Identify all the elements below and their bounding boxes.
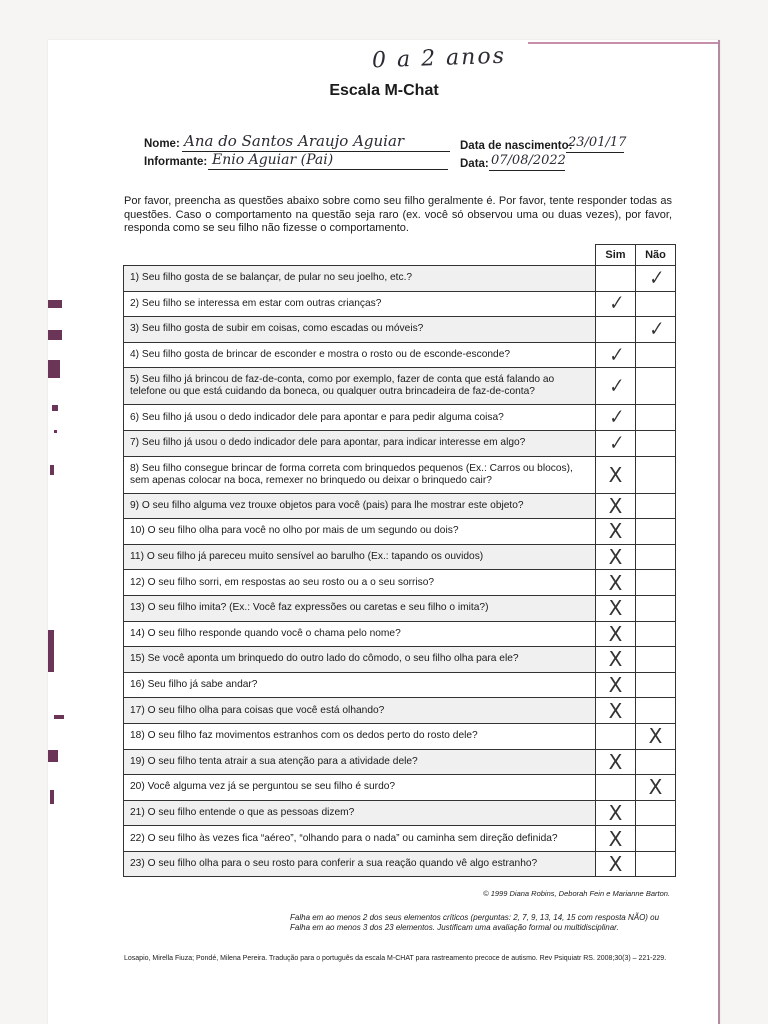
question-text — [124, 291, 596, 317]
answer-sim-cell[interactable] — [596, 570, 636, 596]
nascimento-field[interactable]: 23/01/17 — [568, 135, 627, 150]
question-number: 15) — [130, 653, 145, 665]
col-sim-header: Sim — [596, 245, 636, 266]
answer-mark: X — [608, 647, 623, 672]
question-label: Seu filho já usou o dedo indicador dele para apontar, para indicar interesse em algo? — [141, 437, 526, 449]
answer-mark: ✓ — [605, 292, 626, 316]
reference: Losapio, Mirella Fiuza; Pondé, Milena Pereira. Tradução para o português da escala M-CHAT para rastreamento precoce de autismo. Rev Psiquiatr RS. 2008;30(3) – 221-229. — [124, 955, 667, 962]
question-text — [124, 519, 596, 545]
question-text — [124, 723, 596, 749]
question-row — [124, 430, 676, 456]
question-row — [124, 570, 676, 596]
question-row — [124, 672, 676, 698]
question-number: 21) — [130, 806, 145, 818]
question-row — [124, 775, 676, 801]
question-number: 1) — [130, 272, 140, 284]
question-number: 12) — [130, 576, 145, 588]
question-number: 6) — [130, 411, 140, 423]
question-text — [124, 266, 596, 292]
question-text — [124, 342, 596, 368]
answer-sim-cell[interactable] — [596, 723, 636, 749]
informante-label: Informante: — [144, 156, 208, 168]
handwritten-age-note: 0 a 2 anos — [371, 43, 507, 74]
answer-nao-cell[interactable] — [636, 749, 676, 775]
answer-sim-cell[interactable] — [596, 519, 636, 545]
question-row — [124, 698, 676, 724]
answer-nao-cell[interactable] — [636, 266, 676, 292]
question-text — [124, 544, 596, 570]
answer-mark: ✓ — [645, 317, 666, 342]
question-label: O seu filho já pareceu muito sensível ao barulho (Ex.: tapando os ouvidos) — [146, 551, 484, 563]
answer-nao-cell[interactable] — [636, 800, 676, 826]
question-text — [124, 672, 596, 698]
question-label: O seu filho sorri, em respostas ao seu rosto ou a o seu sorriso? — [147, 576, 435, 588]
answer-sim-cell[interactable] — [596, 647, 636, 673]
question-label: Seu filho já brincou de faz-de-conta, como por exemplo, fazer de conta que está falando ao telefone ou que está cuidando da boneca, ou qualquer outra brincadeira de faz-de-conta? — [130, 374, 555, 398]
form-title: Escala M-Chat — [329, 82, 439, 99]
answer-sim-cell[interactable] — [596, 621, 636, 647]
question-text — [124, 456, 596, 493]
answer-nao-cell[interactable] — [636, 544, 676, 570]
page-edge-top — [528, 42, 718, 44]
question-number: 8) — [130, 462, 140, 474]
question-text — [124, 775, 596, 801]
answer-sim-cell[interactable] — [596, 851, 636, 877]
question-number: 5) — [130, 374, 140, 386]
answer-nao-cell[interactable] — [636, 405, 676, 431]
answer-mark: X — [648, 724, 663, 749]
question-label: O seu filho olha para coisas que você está olhando? — [147, 704, 385, 716]
answer-nao-cell[interactable] — [636, 342, 676, 368]
answer-nao-cell[interactable] — [636, 826, 676, 852]
question-text — [124, 430, 596, 456]
answer-sim-cell[interactable] — [596, 826, 636, 852]
question-row — [124, 723, 676, 749]
questions-table — [123, 244, 676, 877]
question-row — [124, 405, 676, 431]
question-number: 11) — [130, 551, 144, 563]
question-number: 10) — [130, 525, 145, 537]
question-label: O seu filho tenta atrair a sua atenção para a atividade dele? — [147, 755, 418, 767]
answer-mark: X — [608, 493, 623, 518]
question-text — [124, 317, 596, 343]
nome-label: Nome: — [144, 138, 180, 150]
answer-sim-cell[interactable] — [596, 595, 636, 621]
answer-sim-cell[interactable] — [596, 266, 636, 292]
question-label: O seu filho olha para você no olho por mais de um segundo ou dois? — [147, 525, 459, 537]
question-number: 7) — [130, 437, 140, 449]
answer-mark: ✓ — [605, 343, 626, 367]
question-label: Seu filho se interessa em estar com outras crianças? — [141, 297, 382, 309]
question-row — [124, 749, 676, 775]
question-number: 14) — [130, 627, 145, 639]
question-number: 16) — [130, 679, 145, 691]
question-label: O seu filho entende o que as pessoas dizem? — [147, 806, 355, 818]
question-row — [124, 595, 676, 621]
answer-nao-cell[interactable] — [636, 570, 676, 596]
question-row — [124, 544, 676, 570]
nascimento-label: Data de nascimento: — [460, 140, 573, 152]
answer-mark: ✓ — [605, 405, 626, 430]
answer-mark: ✓ — [605, 374, 626, 399]
question-row — [124, 493, 676, 519]
question-number: 4) — [130, 349, 140, 361]
answer-mark: X — [608, 596, 623, 621]
question-row — [124, 368, 676, 405]
question-number: 23) — [130, 858, 145, 870]
nome-field[interactable]: Ana do Santos Araujo Aguiar — [184, 132, 405, 150]
scoring-note: Falha em ao menos 2 dos seus elementos críticos (perguntas: 2, 7, 9, 13, 14, 15 com resposta NÃO) ou Falha em ao menos 3 dos 23 elementos. Justificam uma avaliação formal ou multidisciplinar. — [290, 913, 660, 932]
data-underline — [489, 170, 565, 171]
informante-field[interactable]: Enio Aguiar (Pai) — [212, 152, 334, 168]
copyright: © 1999 Diana Robins, Deborah Fein e Marianne Barton. — [483, 889, 670, 898]
answer-mark: ✓ — [605, 431, 626, 456]
answer-mark: X — [648, 775, 663, 800]
question-text — [124, 405, 596, 431]
answer-sim-cell[interactable] — [596, 800, 636, 826]
answer-nao-cell[interactable] — [636, 291, 676, 317]
answer-sim-cell[interactable] — [596, 405, 636, 431]
question-row — [124, 266, 676, 292]
question-number: 3) — [130, 323, 140, 335]
question-label: Seu filho já sabe andar? — [147, 679, 258, 691]
question-number: 13) — [130, 602, 145, 614]
answer-sim-cell[interactable] — [596, 368, 636, 405]
page-edge-right — [718, 40, 720, 1024]
answer-mark: ✓ — [645, 266, 666, 291]
answer-sim-cell[interactable] — [596, 775, 636, 801]
question-text — [124, 493, 596, 519]
question-row — [124, 519, 676, 545]
answer-mark: X — [608, 698, 623, 723]
answer-mark: X — [608, 621, 623, 646]
question-number: 2) — [130, 297, 140, 309]
answer-nao-cell[interactable] — [636, 851, 676, 877]
answer-nao-cell[interactable] — [636, 672, 676, 698]
answer-nao-cell[interactable] — [636, 519, 676, 545]
answer-sim-cell[interactable] — [596, 493, 636, 519]
data-label: Data: — [460, 158, 489, 170]
nascimento-underline — [566, 152, 624, 153]
question-row — [124, 456, 676, 493]
informante-underline — [208, 169, 448, 170]
question-row — [124, 317, 676, 343]
answer-sim-cell[interactable] — [596, 749, 636, 775]
question-label: Seu filho consegue brincar de forma correta com brinquedos pequenos (Ex.: Carros ou blocos), sem apenas colocar na boca, remexer no brinquedo ou deixar o brinquedo cair? — [130, 462, 573, 486]
question-label: Seu filho gosta de brincar de esconder e mostra o rosto ou de esconde-esconde? — [141, 349, 511, 361]
question-number: 22) — [130, 832, 145, 844]
answer-nao-cell[interactable] — [636, 647, 676, 673]
question-label: O seu filho alguma vez trouxe objetos para você (pais) para lhe mostrar este objeto? — [141, 499, 524, 511]
answer-nao-cell[interactable] — [636, 430, 676, 456]
answer-mark: X — [608, 519, 623, 544]
question-row — [124, 800, 676, 826]
answer-mark: X — [608, 673, 623, 698]
answer-nao-cell[interactable] — [636, 456, 676, 493]
answer-mark: X — [608, 826, 623, 851]
answer-nao-cell[interactable] — [636, 698, 676, 724]
answer-mark: X — [608, 852, 623, 877]
binder-marks — [40, 290, 70, 810]
question-label: O seu filho às vezes fica “aéreo”, “olhando para o nada” ou caminha sem direção definida? — [147, 832, 558, 844]
question-row — [124, 291, 676, 317]
question-label: Se você aponta um brinquedo do outro lado do cômodo, o seu filho olha para ele? — [147, 653, 519, 665]
answer-nao-cell[interactable] — [636, 493, 676, 519]
answer-sim-cell[interactable] — [596, 544, 636, 570]
answer-mark: X — [608, 462, 623, 487]
question-text — [124, 800, 596, 826]
question-row — [124, 647, 676, 673]
question-text — [124, 698, 596, 724]
instructions: Por favor, preencha as questões abaixo sobre como seu filho geralmente é. Por favor, tente responder todas as questões. Caso o comportamento na questão seja raro (ex. você só observou uma ou duas vezes), por favor, responda como se seu filho não fizesse o comportamento. — [124, 195, 672, 234]
answer-mark: X — [608, 545, 623, 570]
question-number: 18) — [130, 730, 145, 742]
answer-nao-cell[interactable] — [636, 775, 676, 801]
question-text — [124, 595, 596, 621]
question-text — [124, 368, 596, 405]
answer-nao-cell[interactable] — [636, 368, 676, 405]
answer-sim-cell[interactable] — [596, 430, 636, 456]
question-text — [124, 621, 596, 647]
question-label: Seu filho gosta de subir em coisas, como escadas ou móveis? — [141, 323, 424, 335]
answer-nao-cell[interactable] — [636, 595, 676, 621]
data-field[interactable]: 07/08/2022 — [491, 153, 566, 168]
answer-mark: X — [608, 800, 623, 825]
question-row — [124, 621, 676, 647]
question-text — [124, 749, 596, 775]
answer-sim-cell[interactable] — [596, 342, 636, 368]
answer-nao-cell[interactable] — [636, 723, 676, 749]
question-label: O seu filho faz movimentos estranhos com os dedos perto do rosto dele? — [147, 730, 478, 742]
answer-nao-cell[interactable] — [636, 317, 676, 343]
question-label: O seu filho imita? (Ex.: Você faz expressões ou caretas e seu filho o imita?) — [147, 602, 489, 614]
question-number: 19) — [130, 755, 145, 767]
question-label: Seu filho já usou o dedo indicador dele para apontar e para pedir alguma coisa? — [141, 411, 504, 423]
answer-sim-cell[interactable] — [596, 291, 636, 317]
answer-sim-cell[interactable] — [596, 672, 636, 698]
answer-mark: X — [608, 749, 623, 774]
question-label: O seu filho olha para o seu rosto para conferir a sua reação quando vê algo estranho? — [147, 858, 538, 870]
answer-mark: X — [608, 570, 623, 595]
question-number: 20) — [130, 781, 145, 793]
question-label: Você alguma vez já se perguntou se seu filho é surdo? — [147, 781, 396, 793]
question-text — [124, 647, 596, 673]
question-text — [124, 851, 596, 877]
col-nao-header: Não — [636, 245, 676, 266]
answer-sim-cell[interactable] — [596, 698, 636, 724]
question-text — [124, 826, 596, 852]
answer-nao-cell[interactable] — [636, 621, 676, 647]
question-row — [124, 826, 676, 852]
question-text — [124, 570, 596, 596]
answer-sim-cell[interactable] — [596, 456, 636, 493]
answer-sim-cell[interactable] — [596, 317, 636, 343]
question-label: O seu filho responde quando você o chama pelo nome? — [147, 627, 401, 639]
question-row — [124, 851, 676, 877]
question-number: 17) — [130, 704, 145, 716]
question-row — [124, 342, 676, 368]
question-number: 9) — [130, 499, 140, 511]
question-label: Seu filho gosta de se balançar, de pular no seu joelho, etc.? — [141, 272, 413, 284]
